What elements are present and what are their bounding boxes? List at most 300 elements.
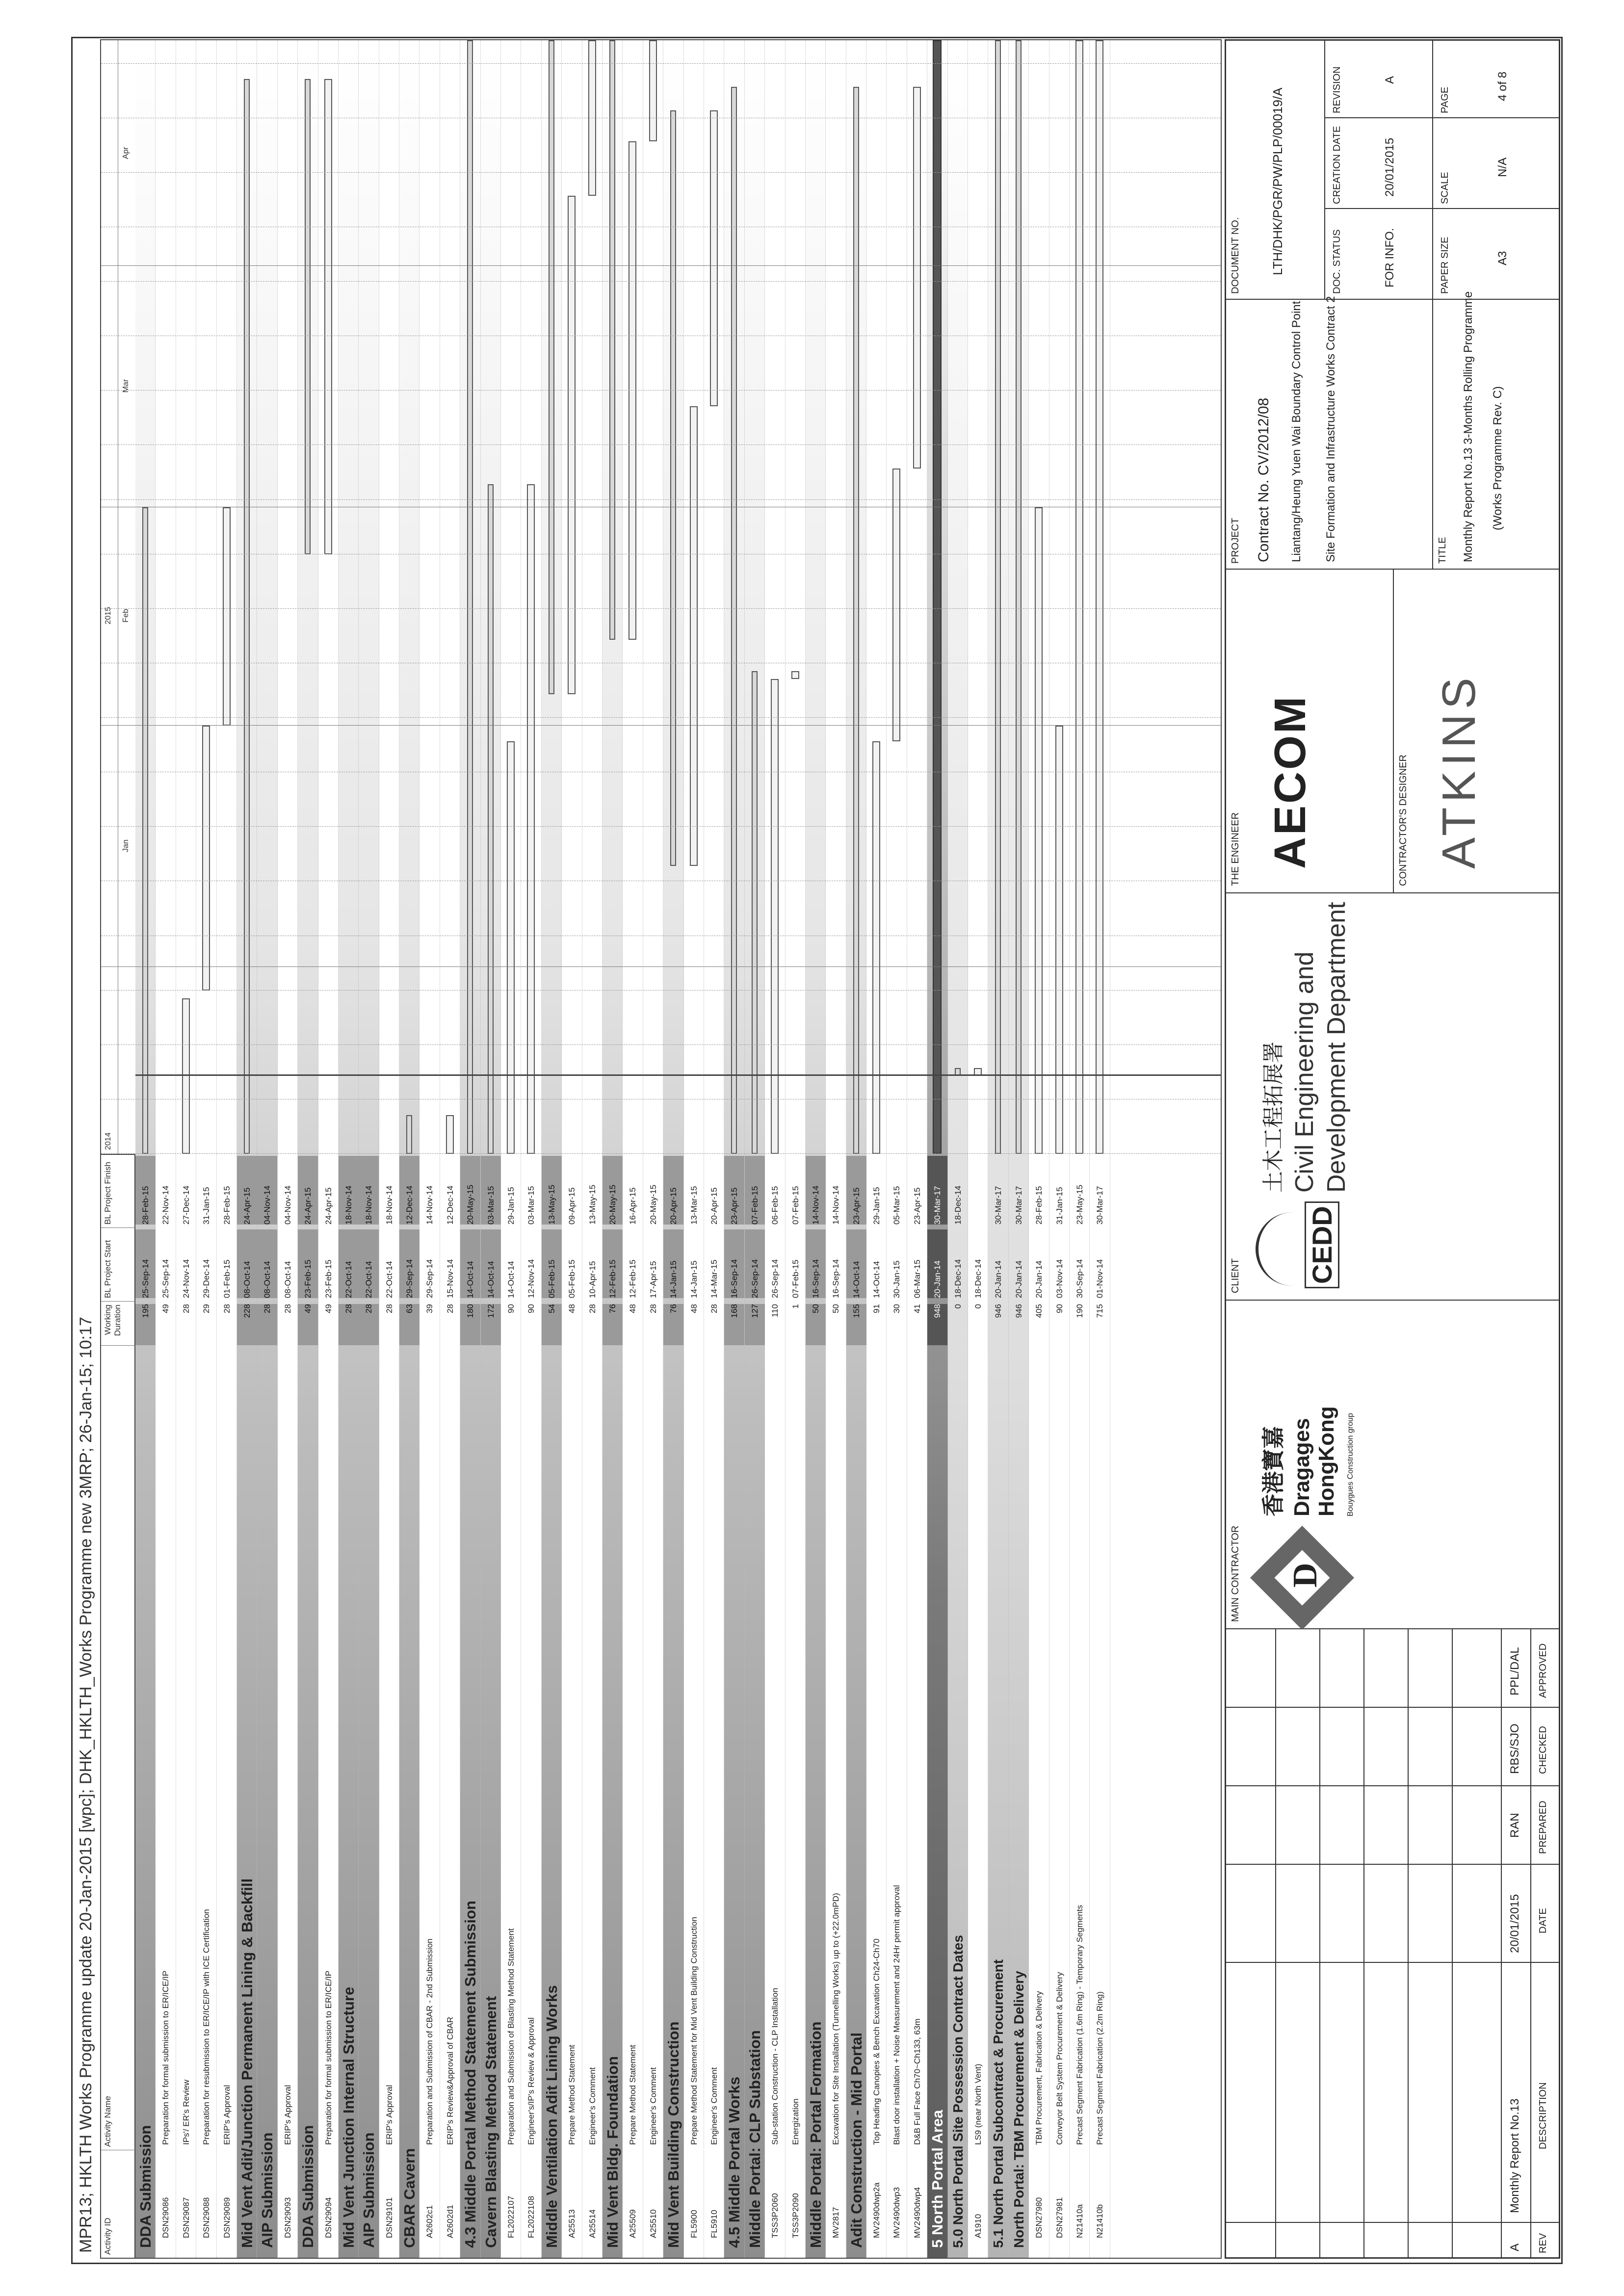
gantt-bar <box>1035 507 1043 1154</box>
activity-name: Mid Vent Junction Internal Structure <box>340 1986 357 2248</box>
bl-start: 14-Jan-15 <box>663 1229 683 1298</box>
gantt-bar <box>142 507 148 1154</box>
activity-name: Mid Vent Building Construction <box>665 2021 682 2248</box>
working-duration: 91 <box>872 1304 882 1313</box>
week-gridline <box>101 444 1221 445</box>
activity-id: DSN29101 <box>384 2197 394 2238</box>
activity-name: ERIP's Approval <box>283 2085 292 2145</box>
activity-row <box>196 40 216 2258</box>
bl-finish: 28-Feb-15 <box>222 1186 232 1225</box>
programme-sheet <box>71 37 1563 2264</box>
page-value: 4 of 8 <box>1496 71 1509 101</box>
project-line3: Site Formation and Infrastructure Works Contract 2 <box>1324 296 1337 562</box>
bl-finish: 24-Apr-15 <box>237 1156 257 1225</box>
working-duration: 1 <box>790 1304 800 1309</box>
week-gridline <box>101 1153 1221 1154</box>
activity-name: DDA Submission <box>299 2125 317 2248</box>
working-duration: 110 <box>770 1304 780 1318</box>
col-bl-start: BL Project Start <box>101 1227 135 1301</box>
working-duration: 228 <box>237 1304 257 1345</box>
activity-rows <box>135 40 1110 2258</box>
bl-finish: 13-May-15 <box>542 1156 562 1225</box>
contractor-name-en1: Dragages <box>1290 1418 1314 1516</box>
activity-id: FL5900 <box>689 2210 699 2238</box>
bl-finish: 31-Jan-15 <box>1054 1187 1064 1225</box>
month-gridline <box>101 725 1221 726</box>
working-duration: 90 <box>1054 1304 1064 1313</box>
activity-id: DSN29087 <box>181 2197 191 2238</box>
activity-name: Mid Vent Adit/Junction Permanent Lining & Backfill <box>238 1878 256 2248</box>
bl-finish: 07-Feb-15 <box>745 1156 765 1225</box>
client-label: CLIENT <box>1230 1258 1241 1293</box>
activity-name: 5 North Portal Area <box>929 2110 946 2248</box>
col-working-duration: Working Duration <box>101 1301 135 1345</box>
bl-start: 18-Dec-14 <box>953 1259 963 1298</box>
activity-id: TSS3P2060 <box>770 2193 780 2238</box>
bl-finish: 28-Feb-15 <box>1034 1186 1044 1225</box>
activity-row <box>907 40 927 2258</box>
summary-row <box>745 40 765 2258</box>
activity-row <box>217 40 237 2258</box>
gantt-bar <box>609 40 615 640</box>
activity-row <box>582 40 602 2258</box>
contractor-name-en2: HongKong <box>1314 1406 1338 1516</box>
gantt-bar <box>690 406 698 866</box>
activity-row <box>521 40 541 2258</box>
col-activity-id: Activity ID <box>101 2150 135 2258</box>
bl-finish: 03-Mar-15 <box>526 1186 536 1225</box>
bl-start: 22-Oct-14 <box>339 1229 359 1298</box>
bl-finish: 20-May-15 <box>648 1184 658 1225</box>
activity-name: Engineer's/IP's Review & Approval <box>526 2017 536 2145</box>
summary-row <box>846 40 866 2258</box>
gantt-bar <box>872 741 880 1154</box>
week-gridline <box>101 717 1221 718</box>
bl-start: 06-Mar-15 <box>912 1259 922 1298</box>
working-duration: 948 <box>927 1304 947 1345</box>
gantt-bar <box>202 726 210 991</box>
scale-label: SCALE <box>1440 172 1450 204</box>
year-label: 2014 <box>104 1132 112 1150</box>
bl-finish: 20-Apr-15 <box>663 1156 683 1225</box>
working-duration: 28 <box>587 1304 597 1313</box>
activity-id: MV2490dwp3 <box>892 2187 902 2238</box>
week-gridline <box>101 1044 1221 1045</box>
month-label: Apr <box>122 147 130 159</box>
bl-start: 20-Jan-14 <box>927 1229 947 1298</box>
activity-name: 5.1 North Portal Subcontract & Procurement <box>991 1959 1006 2248</box>
bl-finish: 13-May-15 <box>587 1184 597 1225</box>
bl-finish: 14-Nov-14 <box>425 1185 435 1225</box>
bl-finish: 18-Nov-14 <box>359 1156 379 1225</box>
activity-row <box>501 40 521 2258</box>
working-duration: 54 <box>542 1304 562 1345</box>
summary-row <box>806 40 826 2258</box>
activity-row <box>1049 40 1070 2258</box>
bl-start: 24-Nov-14 <box>181 1259 191 1298</box>
bl-start: 14-Mar-15 <box>709 1259 719 1298</box>
bl-finish: 14-Nov-14 <box>831 1185 841 1225</box>
project-line1: Contract No. CV/2012/08 <box>1256 397 1272 562</box>
designer-logo: ATKINS <box>1433 673 1485 869</box>
activity-row <box>1070 40 1090 2258</box>
activity-name: Preparation and Submission of Blasting Method Statement <box>506 1928 516 2145</box>
date-value: 20/01/2015 <box>1508 1894 1521 1953</box>
bl-finish: 23-May-15 <box>1074 1184 1084 1225</box>
bl-finish: 24-Apr-15 <box>298 1156 318 1225</box>
activity-name: LS9 (near North Vent) <box>973 2063 983 2145</box>
working-duration: 946 <box>994 1304 1003 1318</box>
bl-start: 08-Oct-14 <box>283 1261 292 1298</box>
activity-name: 4.3 Middle Portal Method Statement Submission <box>462 1901 479 2248</box>
activity-row <box>887 40 907 2258</box>
gantt-bar <box>549 40 554 694</box>
gantt-bar <box>223 507 231 725</box>
bl-start: 18-Dec-14 <box>973 1259 983 1298</box>
working-duration: 90 <box>506 1304 516 1313</box>
revision-value: A <box>1383 76 1396 84</box>
gantt-bar <box>731 87 737 1154</box>
gantt-bar <box>244 79 250 1154</box>
bl-start: 20-Jan-14 <box>1014 1260 1023 1298</box>
bl-finish: 29-Jan-15 <box>872 1187 882 1225</box>
gantt-bar <box>892 469 900 741</box>
activity-id: DSN29089 <box>222 2197 232 2238</box>
client-name-en2: Development Department <box>1322 902 1351 1193</box>
activity-id: DSN29088 <box>202 2197 211 2238</box>
activity-id: DSN27981 <box>1054 2197 1064 2238</box>
activity-name: 5.0 North Portal Site Possession Contract Dates <box>950 1935 966 2248</box>
activity-id: A25509 <box>628 2209 638 2238</box>
bl-start: 15-Nov-14 <box>445 1259 455 1298</box>
bl-start: 29-Sep-14 <box>425 1259 435 1298</box>
activity-id: N21410b <box>1095 2204 1105 2238</box>
bl-finish: 20-May-15 <box>460 1156 480 1225</box>
activity-row <box>1029 40 1049 2258</box>
activity-id: MV2490dwp4 <box>912 2187 922 2238</box>
working-duration: 48 <box>689 1304 699 1313</box>
client-name-cn: 土木工程拓展署 <box>1261 1042 1286 1193</box>
working-duration: 41 <box>912 1304 922 1313</box>
activity-name: Preparation for formal submission to ER/ICE/IP <box>323 1970 333 2145</box>
activity-row <box>278 40 298 2258</box>
gantt-bar <box>305 79 311 554</box>
activity-id: DSN29094 <box>323 2197 333 2238</box>
working-duration: 28 <box>709 1304 719 1313</box>
gantt-bar <box>670 110 676 866</box>
activity-row <box>440 40 460 2258</box>
activity-name: Prepare Method Statement for Mid Vent Building Construction <box>689 1917 699 2145</box>
summary-row <box>663 40 683 2258</box>
working-duration: 28 <box>359 1304 379 1345</box>
approved-value: PPL/DAL <box>1508 1647 1521 1696</box>
activity-name: D&B Full Face Ch70~Ch133, 63m <box>912 2018 922 2145</box>
docno-label: DOCUMENT NO. <box>1230 217 1241 294</box>
activity-name: 4.5 Middle Portal Works <box>726 2076 743 2248</box>
checked-value: RBS/SJO <box>1508 1723 1521 1774</box>
bl-start: 14-Oct-14 <box>460 1229 480 1298</box>
bl-start: 16-Sep-14 <box>724 1229 744 1298</box>
working-duration: 195 <box>135 1304 156 1345</box>
gantt-bar <box>1055 726 1063 1154</box>
prepared-header: PREPARED <box>1538 1800 1548 1854</box>
activity-name: Engineer's Comment <box>709 2067 719 2145</box>
gantt-bar <box>710 110 718 406</box>
activity-name: ERIP's Review&Approval of CBAR <box>445 2016 455 2145</box>
bl-finish: 20-Apr-15 <box>709 1187 719 1225</box>
bl-start: 29-Sep-14 <box>399 1229 419 1298</box>
working-duration: 127 <box>745 1304 765 1345</box>
engineer-logo: AECOM <box>1266 695 1315 869</box>
activity-row <box>765 40 785 2258</box>
gantt-bar <box>791 671 799 679</box>
working-duration: 63 <box>399 1304 419 1345</box>
creation-value: 20/01/2015 <box>1383 137 1396 197</box>
docstatus-label: DOC. STATUS <box>1332 229 1342 294</box>
bl-finish: 30-Mar-17 <box>1095 1186 1105 1225</box>
working-duration: 715 <box>1095 1304 1105 1318</box>
gantt-bar <box>1096 40 1103 1154</box>
activity-name: Top Heading Canopies & Bench Excavation Ch24-Ch70 <box>872 1938 882 2145</box>
summary-row <box>988 40 1008 2258</box>
working-duration: 28 <box>283 1304 292 1313</box>
activity-name: TBM Procurement, Fabrication & Delivery <box>1034 1991 1044 2145</box>
activity-id: MV2490dwp2a <box>872 2182 882 2238</box>
activity-name: ERIP's Approval <box>384 2085 394 2145</box>
working-duration: 76 <box>602 1304 623 1345</box>
week-gridline <box>101 826 1221 827</box>
bl-start: 25-Sep-14 <box>135 1229 156 1298</box>
bl-start: 16-Sep-14 <box>831 1259 841 1298</box>
bl-finish: 29-Jan-15 <box>506 1187 516 1225</box>
summary-row <box>460 40 480 2258</box>
working-duration: 76 <box>663 1304 683 1345</box>
title-label: TITLE <box>1437 537 1448 564</box>
bl-finish: 16-Apr-15 <box>628 1187 638 1225</box>
description-header: DESCRIPTION <box>1538 2082 1548 2149</box>
bl-start: 08-Oct-14 <box>237 1229 257 1298</box>
bl-start: 22-Oct-14 <box>384 1261 394 1298</box>
bl-finish: 30-Mar-17 <box>1014 1186 1023 1225</box>
activity-name: Blast door installation + Noise Measurement and 24Hr permit approval <box>892 1885 902 2145</box>
gantt-bar <box>752 671 758 1154</box>
bl-finish: 30-Mar-17 <box>994 1186 1003 1225</box>
bl-finish: 13-Mar-15 <box>689 1186 699 1225</box>
bl-start: 12-Feb-15 <box>602 1229 623 1298</box>
activity-row <box>684 40 704 2258</box>
activity-name: Preparation for formal submission to ER/ICE/IP <box>161 1970 171 2145</box>
bl-start: 14-Oct-14 <box>846 1229 866 1298</box>
activity-name: Middle Portal: Portal Formation <box>807 2021 824 2248</box>
activity-id: A1910 <box>973 2214 983 2238</box>
working-duration: 29 <box>202 1304 211 1313</box>
working-duration: 405 <box>1034 1304 1044 1318</box>
activity-name: Prepare Method Statement <box>628 2044 638 2145</box>
working-duration: 0 <box>973 1304 983 1309</box>
summary-row <box>359 40 379 2258</box>
scale-value: N/A <box>1496 157 1509 177</box>
activity-name: Excavation for Site Installation (Tunnelling Works) up to (+22.0mPD) <box>831 1893 841 2145</box>
bl-start: 01-Feb-15 <box>222 1259 232 1298</box>
month-gridline <box>101 265 1221 266</box>
bl-start: 07-Feb-15 <box>790 1259 800 1298</box>
month-label: Jan <box>122 839 130 852</box>
papersize-label: PAPER SIZE <box>1440 236 1450 294</box>
month-gridline <box>101 966 1221 967</box>
working-duration: 50 <box>806 1304 826 1345</box>
activity-id: A25514 <box>587 2209 597 2238</box>
title-block <box>1225 39 1560 2259</box>
sheet-header: MPR13; HKLTH Works Programme update 20-Jan-2015 [wpc]; DHK_HKLTH_Works Programme new 3MRP; 26-Jan-15; 10:17 <box>77 1317 95 2253</box>
bl-start: 10-Apr-15 <box>587 1261 597 1298</box>
bl-finish: 30-Mar-17 <box>927 1156 947 1225</box>
activity-row <box>623 40 643 2258</box>
activity-id: FL2022107 <box>506 2195 516 2238</box>
activity-row <box>643 40 663 2258</box>
activity-row <box>866 40 887 2258</box>
bl-start: 29-Dec-14 <box>202 1259 211 1298</box>
bl-start: 23-Feb-15 <box>323 1259 333 1298</box>
activity-name: DDA Submission <box>137 2125 154 2248</box>
bl-finish: 12-Dec-14 <box>399 1156 419 1225</box>
approved-header: APPROVED <box>1538 1643 1548 1698</box>
bl-start: 20-Jan-14 <box>1034 1260 1044 1298</box>
rev-value: A <box>1508 2243 1521 2251</box>
main-contractor-label: MAIN CONTRACTOR <box>1230 1525 1241 1622</box>
gantt-bar <box>182 998 190 1154</box>
summary-row <box>948 40 968 2258</box>
bl-start: 14-Jan-15 <box>689 1260 699 1298</box>
gantt-bar <box>488 484 494 1154</box>
bl-finish: 24-Apr-15 <box>323 1187 333 1225</box>
gantt-bar <box>913 87 921 469</box>
activity-row <box>704 40 724 2258</box>
activity-row <box>786 40 806 2258</box>
activity-id: A25513 <box>567 2209 577 2238</box>
bl-finish: 23-Apr-15 <box>724 1156 744 1225</box>
bl-finish: 05-Mar-15 <box>892 1186 902 1225</box>
bl-start: 22-Oct-14 <box>359 1229 379 1298</box>
working-duration: 155 <box>846 1304 866 1345</box>
gantt-bar <box>507 741 515 1154</box>
timeline-header <box>101 40 136 1154</box>
bl-finish: 09-Apr-15 <box>567 1187 577 1225</box>
activity-name: Engineer's Comment <box>648 2067 658 2145</box>
summary-row <box>237 40 257 2258</box>
activity-name: ERIP's Approval <box>222 2085 232 2145</box>
month-label: Mar <box>122 379 130 393</box>
week-gridline <box>101 281 1221 282</box>
working-duration: 30 <box>892 1304 902 1313</box>
activity-id: A2602c1 <box>425 2205 435 2238</box>
gantt-bar <box>629 141 636 640</box>
summary-row <box>927 40 947 2258</box>
title-line1: Monthly Report No.13 3-Months Rolling Programme <box>1462 291 1475 562</box>
designer-label: CONTRACTOR'S DESIGNER <box>1398 755 1409 886</box>
activity-id: A2602d1 <box>445 2204 455 2238</box>
year-label: 2015 <box>104 606 112 625</box>
bl-start: 16-Sep-14 <box>806 1229 826 1298</box>
activity-id: FL5910 <box>709 2210 719 2238</box>
working-duration: 180 <box>460 1304 480 1345</box>
activity-row <box>176 40 196 2258</box>
bl-start: 23-Feb-15 <box>298 1229 318 1298</box>
milestone-line <box>135 1074 1221 1076</box>
activity-id: DSN29093 <box>283 2197 292 2238</box>
activity-name: Mid Vent Bldg. Foundation <box>603 2056 621 2248</box>
working-duration: 28 <box>222 1304 232 1313</box>
page-label: PAGE <box>1440 86 1450 113</box>
working-duration: 168 <box>724 1304 744 1345</box>
working-duration: 28 <box>384 1304 394 1313</box>
bl-start: 05-Feb-15 <box>542 1229 562 1298</box>
bl-start: 14-Oct-14 <box>872 1261 882 1298</box>
working-duration: 28 <box>181 1304 191 1313</box>
gantt-bar <box>467 40 473 1154</box>
activity-name: Sub-station Construction - CLP Installation <box>770 1987 780 2145</box>
working-duration: 28 <box>339 1304 359 1345</box>
bl-finish: 04-Nov-14 <box>283 1185 292 1225</box>
summary-row <box>542 40 562 2258</box>
bl-start: 05-Feb-15 <box>567 1259 577 1298</box>
bl-finish: 12-Dec-14 <box>445 1185 455 1225</box>
bl-start: 26-Sep-14 <box>770 1259 780 1298</box>
bl-finish: 23-Apr-15 <box>912 1187 922 1225</box>
activity-id: TSS3P2090 <box>790 2193 800 2238</box>
summary-row <box>135 40 156 2258</box>
papersize-value: A3 <box>1496 251 1509 265</box>
gantt-bar <box>446 1115 454 1154</box>
bl-start: 30-Sep-14 <box>1074 1259 1084 1298</box>
activity-name: IPs'/ ER's Review <box>181 2079 191 2145</box>
activity-name: Precast Segment Fabrication (2.2m Ring) <box>1095 1991 1105 2145</box>
week-gridline <box>101 499 1221 500</box>
dragages-d-mark: D <box>1286 1563 1324 1588</box>
working-duration: 49 <box>161 1304 171 1313</box>
bl-start: 30-Jan-15 <box>892 1260 902 1298</box>
working-duration: 50 <box>831 1304 841 1313</box>
working-duration: 28 <box>648 1304 658 1313</box>
bl-start: 14-Oct-14 <box>481 1229 501 1298</box>
activity-id: DSN27980 <box>1034 2197 1044 2238</box>
activity-row <box>318 40 339 2258</box>
bl-start: 25-Sep-14 <box>161 1259 171 1298</box>
bl-start: 03-Nov-14 <box>1054 1259 1064 1298</box>
working-duration: 0 <box>953 1304 963 1309</box>
bl-start: 17-Apr-15 <box>648 1261 658 1298</box>
bl-finish: 04-Nov-14 <box>257 1156 277 1225</box>
summary-row <box>339 40 359 2258</box>
docstatus-value: FOR INFO. <box>1383 228 1396 287</box>
col-activity-name: Activity Name <box>101 1345 135 2150</box>
project-label: PROJECT <box>1230 518 1241 564</box>
activity-name: Energization <box>790 2098 800 2145</box>
activity-row <box>379 40 399 2258</box>
summary-row <box>257 40 277 2258</box>
rev-header: REV <box>1538 2233 1548 2253</box>
bl-start: 12-Nov-14 <box>526 1259 536 1298</box>
summary-row <box>724 40 744 2258</box>
activity-id: A25510 <box>648 2209 658 2238</box>
activity-row <box>156 40 176 2258</box>
client-name-en1: Civil Engineering and <box>1290 951 1319 1193</box>
summary-row <box>399 40 419 2258</box>
gantt-bar <box>406 1115 412 1154</box>
summary-row <box>481 40 501 2258</box>
contractor-name-cn: 香港寶嘉 <box>1260 1426 1286 1516</box>
client-abbr: CEDD <box>1305 1201 1339 1288</box>
bl-finish: 06-Feb-15 <box>770 1186 780 1225</box>
